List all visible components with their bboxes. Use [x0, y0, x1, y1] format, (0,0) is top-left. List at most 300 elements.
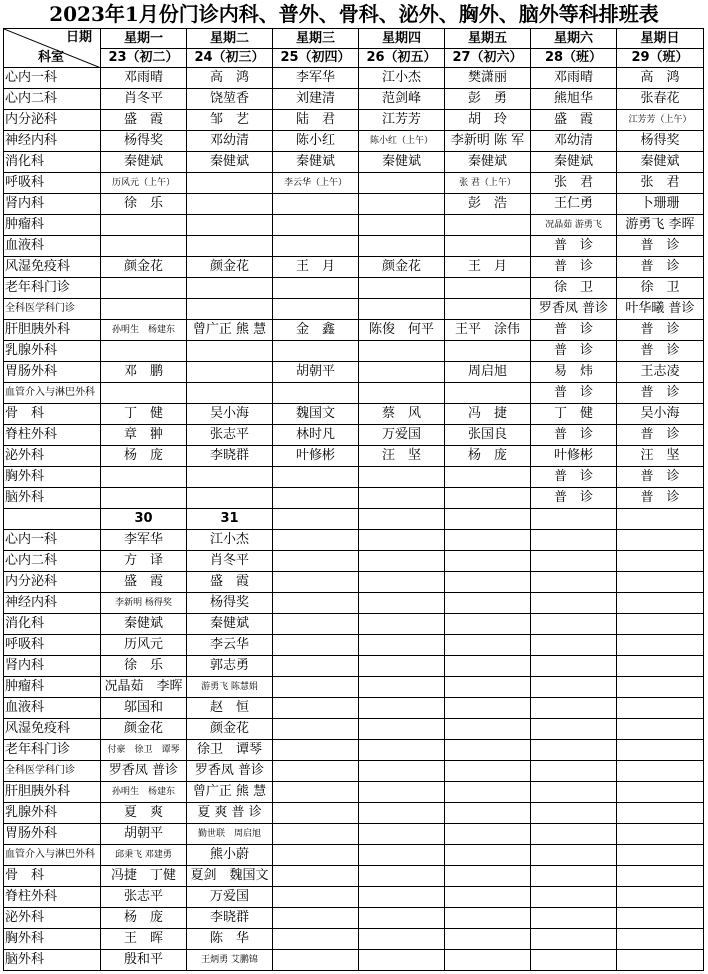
doctor-cell — [187, 467, 273, 488]
doctor-cell: 吴小海 — [187, 404, 273, 425]
empty-cell — [617, 551, 704, 572]
doctor-cell: 盛 霞 — [187, 572, 273, 593]
doctor-cell: 熊旭华 — [531, 89, 617, 110]
doctor-cell: 王志凌 — [617, 362, 704, 383]
empty-cell — [617, 719, 704, 740]
doctor-cell: 熊小蔚 — [187, 845, 273, 866]
empty-cell — [359, 950, 445, 971]
empty-cell — [273, 572, 359, 593]
doctor-cell — [187, 173, 273, 194]
doctor-cell — [101, 215, 187, 236]
doctor-cell: 王仁勇 — [531, 194, 617, 215]
doctor-cell: 秦健斌 — [187, 152, 273, 173]
empty-cell — [359, 509, 445, 530]
doctor-cell — [445, 488, 531, 509]
empty-cell — [617, 908, 704, 929]
doctor-cell: 张志平 — [101, 887, 187, 908]
empty-cell — [359, 929, 445, 950]
table-row — [4, 572, 704, 593]
empty-cell — [273, 593, 359, 614]
empty-cell — [531, 593, 617, 614]
doctor-cell — [101, 383, 187, 404]
empty-cell — [531, 719, 617, 740]
empty-cell — [359, 866, 445, 887]
doctor-cell: 罗香凤 普诊 — [187, 761, 273, 782]
table-row — [4, 257, 704, 278]
department-cell: 心内一科 — [4, 530, 101, 551]
department-cell: 心内一科 — [4, 68, 101, 89]
doctor-cell: 江小杰 — [187, 530, 273, 551]
empty-cell — [359, 887, 445, 908]
doctor-cell: 丁 健 — [531, 404, 617, 425]
empty-cell — [445, 530, 531, 551]
empty-cell — [617, 698, 704, 719]
doctor-cell: 高 鸿 — [617, 68, 704, 89]
doctor-cell: 秦健斌 — [101, 614, 187, 635]
doctor-cell — [273, 488, 359, 509]
empty-cell — [273, 803, 359, 824]
doctor-cell: 肖冬平 — [187, 551, 273, 572]
empty-cell — [617, 530, 704, 551]
doctor-cell: 颜金花 — [187, 719, 273, 740]
department-cell: 肝胆胰外科 — [4, 782, 101, 803]
doctor-cell: 王炳勇 艾鹏锦 — [187, 950, 273, 971]
doctor-cell: 普 诊 — [617, 257, 704, 278]
empty-cell — [531, 887, 617, 908]
doctor-cell: 秦健斌 — [531, 152, 617, 173]
doctor-cell — [445, 383, 531, 404]
empty-cell — [445, 509, 531, 530]
department-cell: 内分泌科 — [4, 572, 101, 593]
empty-cell — [531, 740, 617, 761]
empty-cell — [531, 614, 617, 635]
empty-cell — [359, 908, 445, 929]
doctor-cell: 普 诊 — [617, 236, 704, 257]
doctor-cell: 胡朝平 — [273, 362, 359, 383]
doctor-cell — [359, 299, 445, 320]
empty-cell — [531, 929, 617, 950]
doctor-cell — [101, 488, 187, 509]
empty-cell — [273, 677, 359, 698]
department-cell: 神经内科 — [4, 131, 101, 152]
doctor-cell: 孙明生 杨建东 — [101, 782, 187, 803]
doctor-cell: 徐卫 谭琴 — [187, 740, 273, 761]
empty-cell — [531, 572, 617, 593]
department-cell: 泌外科 — [4, 908, 101, 929]
doctor-cell: 况晶茹 李晖 — [101, 677, 187, 698]
doctor-cell: 颜金花 — [187, 257, 273, 278]
doctor-cell: 历风元 — [101, 635, 187, 656]
department-cell: 血管介入与淋巴外科 — [4, 845, 101, 866]
empty-cell — [273, 929, 359, 950]
doctor-cell: 张 君（上午） — [445, 173, 531, 194]
doctor-cell: 陈 华 — [187, 929, 273, 950]
empty-cell — [617, 593, 704, 614]
table-row — [4, 929, 704, 950]
empty-cell — [359, 698, 445, 719]
doctor-cell: 历风元（上午） — [101, 173, 187, 194]
empty-cell — [445, 929, 531, 950]
doctor-cell — [445, 215, 531, 236]
empty-cell — [617, 845, 704, 866]
table-row — [4, 551, 704, 572]
weekday-header: 星期五 — [445, 29, 531, 49]
doctor-cell — [273, 467, 359, 488]
department-cell: 肾内科 — [4, 194, 101, 215]
doctor-cell: 颜金花 — [359, 257, 445, 278]
doctor-cell: 林时凡 — [273, 425, 359, 446]
doctor-cell: 邓雨晴 — [531, 68, 617, 89]
corner-dept-label: 科室 — [38, 50, 65, 65]
empty-cell — [359, 635, 445, 656]
doctor-cell: 肖冬平 — [101, 89, 187, 110]
empty-cell — [359, 824, 445, 845]
table-row — [4, 719, 704, 740]
doctor-cell: 杨得奖 — [187, 593, 273, 614]
doctor-cell — [359, 488, 445, 509]
doctor-cell — [273, 215, 359, 236]
table-row — [4, 194, 704, 215]
empty-cell — [531, 761, 617, 782]
doctor-cell: 秦健斌 — [273, 152, 359, 173]
doctor-cell: 张志平 — [187, 425, 273, 446]
doctor-cell: 吴小海 — [617, 404, 704, 425]
department-cell: 脊柱外科 — [4, 887, 101, 908]
empty-cell — [617, 761, 704, 782]
department-cell: 心内二科 — [4, 551, 101, 572]
department-cell: 消化科 — [4, 152, 101, 173]
doctor-cell: 李军华 — [273, 68, 359, 89]
doctor-cell: 李晓群 — [187, 446, 273, 467]
doctor-cell — [187, 362, 273, 383]
empty-cell — [445, 887, 531, 908]
empty-cell — [273, 866, 359, 887]
table-row — [4, 68, 704, 89]
empty-cell — [445, 803, 531, 824]
doctor-cell: 秦健斌 — [617, 152, 704, 173]
department-cell: 内分泌科 — [4, 110, 101, 131]
doctor-cell: 胡 玲 — [445, 110, 531, 131]
doctor-cell: 李云华 — [187, 635, 273, 656]
doctor-cell: 普 诊 — [617, 341, 704, 362]
doctor-cell — [359, 278, 445, 299]
table-row — [4, 446, 704, 467]
empty-cell — [531, 677, 617, 698]
doctor-cell: 秦健斌 — [359, 152, 445, 173]
department-cell: 血液科 — [4, 698, 101, 719]
empty-cell — [445, 635, 531, 656]
department-cell: 神经内科 — [4, 593, 101, 614]
week2-date-header: 31 — [187, 509, 273, 530]
empty-cell — [445, 761, 531, 782]
empty-cell — [531, 782, 617, 803]
date-header: 25（初四） — [273, 48, 359, 68]
empty-cell — [359, 740, 445, 761]
doctor-cell: 殷和平 — [101, 950, 187, 971]
doctor-cell: 邓幼清 — [531, 131, 617, 152]
doctor-cell — [273, 299, 359, 320]
department-cell: 胸外科 — [4, 929, 101, 950]
weekday-header: 星期三 — [273, 29, 359, 49]
empty-cell — [531, 698, 617, 719]
empty-cell — [445, 950, 531, 971]
table-row — [4, 950, 704, 971]
doctor-cell — [187, 236, 273, 257]
doctor-cell: 普 诊 — [531, 383, 617, 404]
empty-cell — [273, 719, 359, 740]
table-row — [4, 488, 704, 509]
doctor-cell: 饶堃香 — [187, 89, 273, 110]
table-row — [4, 152, 704, 173]
empty-cell — [617, 509, 704, 530]
doctor-cell: 叶华曦 普诊 — [617, 299, 704, 320]
department-cell: 风湿免疫科 — [4, 719, 101, 740]
empty-cell — [445, 824, 531, 845]
doctor-cell: 章 翀 — [101, 425, 187, 446]
empty-cell — [445, 719, 531, 740]
empty-cell — [359, 656, 445, 677]
empty-cell — [531, 824, 617, 845]
department-cell: 乳腺外科 — [4, 341, 101, 362]
empty-cell — [445, 572, 531, 593]
department-cell: 全科医学科门诊 — [4, 761, 101, 782]
doctor-cell: 方 译 — [101, 551, 187, 572]
blank-cell — [4, 509, 101, 530]
date-header: 24（初三） — [187, 48, 273, 68]
empty-cell — [531, 950, 617, 971]
doctor-cell: 徐 卫 — [617, 278, 704, 299]
doctor-cell — [187, 488, 273, 509]
doctor-cell: 金 鑫 — [273, 320, 359, 341]
doctor-cell: 普 诊 — [617, 467, 704, 488]
doctor-cell: 江芳芳 — [359, 110, 445, 131]
doctor-cell: 陆 君 — [273, 110, 359, 131]
table-row — [4, 404, 704, 425]
doctor-cell: 颜金花 — [101, 257, 187, 278]
empty-cell — [273, 908, 359, 929]
table-row — [4, 110, 704, 131]
doctor-cell — [101, 341, 187, 362]
empty-cell — [273, 509, 359, 530]
empty-cell — [617, 782, 704, 803]
doctor-cell — [445, 341, 531, 362]
doctor-cell: 王 月 — [273, 257, 359, 278]
department-cell: 脑外科 — [4, 950, 101, 971]
empty-cell — [359, 761, 445, 782]
doctor-cell: 付豪 徐卫 谭琴 — [101, 740, 187, 761]
table-row — [4, 278, 704, 299]
empty-cell — [273, 635, 359, 656]
department-cell: 胃肠外科 — [4, 824, 101, 845]
empty-cell — [445, 593, 531, 614]
empty-cell — [531, 551, 617, 572]
empty-cell — [445, 845, 531, 866]
department-cell: 泌外科 — [4, 446, 101, 467]
department-cell: 全科医学科门诊 — [4, 299, 101, 320]
department-cell: 骨 科 — [4, 866, 101, 887]
empty-cell — [273, 740, 359, 761]
empty-cell — [445, 908, 531, 929]
table-row — [4, 173, 704, 194]
department-cell: 老年科门诊 — [4, 278, 101, 299]
doctor-cell: 汪 坚 — [359, 446, 445, 467]
empty-cell — [531, 866, 617, 887]
doctor-cell: 游勇飞 李晖 — [617, 215, 704, 236]
doctor-cell: 叶修彬 — [273, 446, 359, 467]
empty-cell — [273, 824, 359, 845]
doctor-cell — [273, 236, 359, 257]
doctor-cell: 王 月 — [445, 257, 531, 278]
table-row — [4, 677, 704, 698]
doctor-cell — [101, 299, 187, 320]
doctor-cell: 邓幼清 — [187, 131, 273, 152]
empty-cell — [273, 530, 359, 551]
doctor-cell: 普 诊 — [531, 236, 617, 257]
table-row — [4, 845, 704, 866]
doctor-cell: 张 君 — [531, 173, 617, 194]
empty-cell — [617, 740, 704, 761]
doctor-cell: 邱秉飞 邓建勇 — [101, 845, 187, 866]
doctor-cell: 周启旭 — [445, 362, 531, 383]
doctor-cell — [187, 299, 273, 320]
table-row — [4, 215, 704, 236]
doctor-cell — [273, 383, 359, 404]
doctor-cell — [445, 467, 531, 488]
doctor-cell: 邬国和 — [101, 698, 187, 719]
table-row — [4, 824, 704, 845]
empty-cell — [359, 845, 445, 866]
empty-cell — [273, 698, 359, 719]
doctor-cell — [273, 278, 359, 299]
doctor-cell: 李新明 杨得奖 — [101, 593, 187, 614]
department-cell: 脑外科 — [4, 488, 101, 509]
empty-cell — [273, 845, 359, 866]
department-cell: 肝胆胰外科 — [4, 320, 101, 341]
doctor-cell: 冯捷 丁健 — [101, 866, 187, 887]
doctor-cell — [359, 467, 445, 488]
department-cell: 血液科 — [4, 236, 101, 257]
table-row — [4, 698, 704, 719]
weekday-header: 星期六 — [531, 29, 617, 49]
department-cell: 脊柱外科 — [4, 425, 101, 446]
doctor-cell: 张春花 — [617, 89, 704, 110]
empty-cell — [273, 656, 359, 677]
table-row — [4, 635, 704, 656]
empty-cell — [359, 677, 445, 698]
doctor-cell: 胡朝平 — [101, 824, 187, 845]
empty-cell — [617, 656, 704, 677]
doctor-cell: 杨 庞 — [101, 446, 187, 467]
doctor-cell — [273, 194, 359, 215]
doctor-cell: 杨得奖 — [101, 131, 187, 152]
doctor-cell: 普 诊 — [617, 383, 704, 404]
department-cell: 乳腺外科 — [4, 803, 101, 824]
empty-cell — [531, 509, 617, 530]
header-corner — [4, 29, 101, 68]
schedule-table — [3, 28, 704, 971]
doctor-cell — [445, 299, 531, 320]
doctor-cell: 杨 庞 — [445, 446, 531, 467]
doctor-cell: 勤世联 周启旭 — [187, 824, 273, 845]
doctor-cell: 游勇飞 陈慧娟 — [187, 677, 273, 698]
empty-cell — [445, 656, 531, 677]
table-row — [4, 761, 704, 782]
empty-cell — [273, 950, 359, 971]
department-cell: 肾内科 — [4, 656, 101, 677]
empty-cell — [273, 614, 359, 635]
date-header: 23（初二） — [101, 48, 187, 68]
department-cell: 血管介入与淋巴外科 — [4, 383, 101, 404]
doctor-cell — [445, 278, 531, 299]
doctor-cell: 万爱国 — [187, 887, 273, 908]
doctor-cell: 江小杰 — [359, 68, 445, 89]
doctor-cell: 罗香凤 普诊 — [101, 761, 187, 782]
date-header: 28（班） — [531, 48, 617, 68]
doctor-cell — [101, 278, 187, 299]
doctor-cell: 盛 霞 — [101, 572, 187, 593]
doctor-cell: 夏 爽 普 诊 — [187, 803, 273, 824]
doctor-cell: 高 鸿 — [187, 68, 273, 89]
doctor-cell: 夏剑 魏国文 — [187, 866, 273, 887]
doctor-cell — [101, 236, 187, 257]
department-cell: 骨 科 — [4, 404, 101, 425]
week2-date-header: 30 — [101, 509, 187, 530]
doctor-cell: 杨得奖 — [617, 131, 704, 152]
empty-cell — [445, 740, 531, 761]
table-row — [4, 320, 704, 341]
doctor-cell — [359, 383, 445, 404]
doctor-cell: 叶修彬 — [531, 446, 617, 467]
department-cell: 消化科 — [4, 614, 101, 635]
table-row — [4, 614, 704, 635]
doctor-cell: 陈小红 — [273, 131, 359, 152]
page-title: 2023年1月份门诊内科、普外、骨科、泌外、胸外、脑外等科排班表 — [49, 2, 659, 26]
doctor-cell — [187, 341, 273, 362]
table-row — [4, 236, 704, 257]
doctor-cell: 易 炜 — [531, 362, 617, 383]
empty-cell — [273, 887, 359, 908]
table-row — [4, 803, 704, 824]
table-row — [4, 383, 704, 404]
doctor-cell: 普 诊 — [531, 257, 617, 278]
department-cell: 老年科门诊 — [4, 740, 101, 761]
doctor-cell: 蔡 风 — [359, 404, 445, 425]
doctor-cell: 普 诊 — [531, 320, 617, 341]
doctor-cell: 江芳芳（上午） — [617, 110, 704, 131]
empty-cell — [359, 530, 445, 551]
date-header: 26（初五） — [359, 48, 445, 68]
doctor-cell: 邹 艺 — [187, 110, 273, 131]
empty-cell — [359, 803, 445, 824]
table-row — [4, 425, 704, 446]
weekday-header: 星期日 — [617, 29, 704, 49]
doctor-cell — [273, 341, 359, 362]
doctor-cell — [187, 383, 273, 404]
empty-cell — [531, 530, 617, 551]
empty-cell — [445, 866, 531, 887]
empty-cell — [531, 845, 617, 866]
table-row — [4, 89, 704, 110]
doctor-cell: 普 诊 — [531, 467, 617, 488]
doctor-cell: 徐 卫 — [531, 278, 617, 299]
empty-cell — [531, 635, 617, 656]
doctor-cell: 杨 庞 — [101, 908, 187, 929]
doctor-cell: 普 诊 — [531, 425, 617, 446]
doctor-cell: 卜珊珊 — [617, 194, 704, 215]
corner-date-label: 日期 — [65, 30, 92, 45]
doctor-cell: 罗香凤 普诊 — [531, 299, 617, 320]
doctor-cell: 王平 涂伟 — [445, 320, 531, 341]
